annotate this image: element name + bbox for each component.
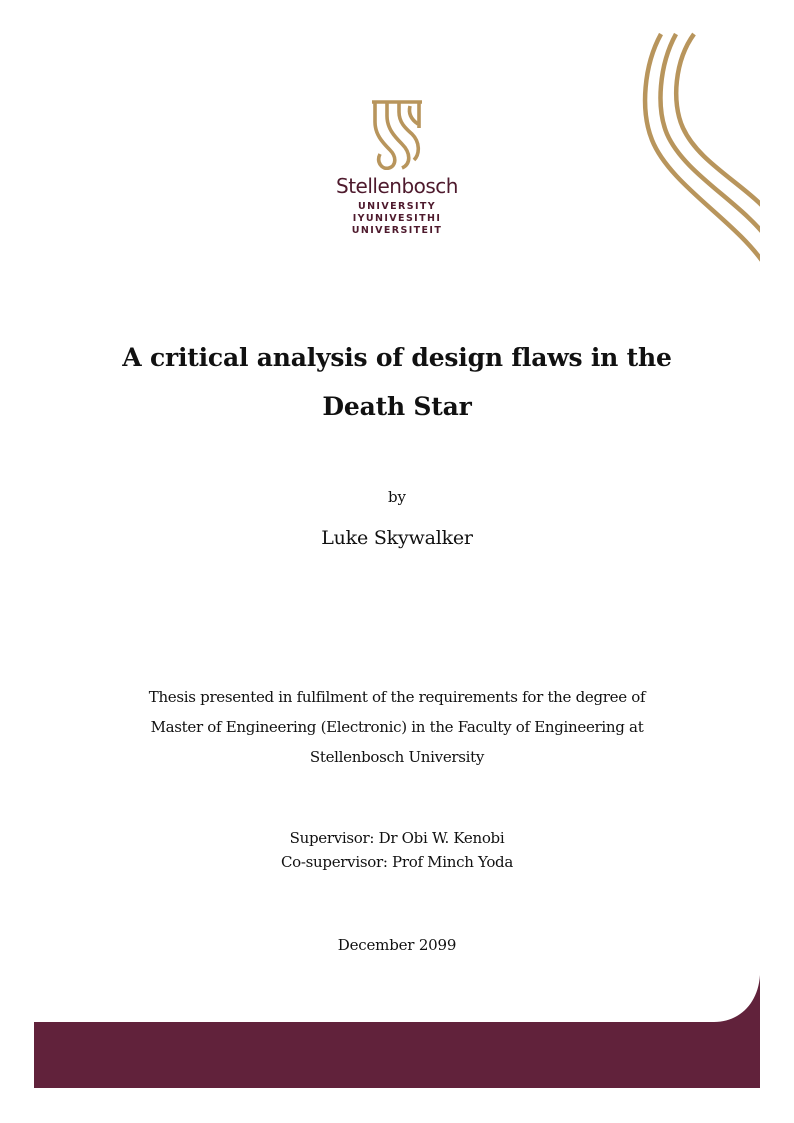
maroon-band-shape [34,975,760,1088]
swoosh-icon [630,20,760,280]
footer-maroon-band [34,975,760,1088]
logo-subtitle-xhosa: IYUNIVESITHI [352,213,442,224]
gold-swoosh-decoration [630,20,760,280]
supervisors-block [0,826,794,874]
logo-subtitle [297,201,497,237]
logo-subtitle-english: UNIVERSITY [357,201,437,212]
degree-statement-line-2: Master of Engineering (Electronic) in the Faculty of Engineering at [150,718,644,736]
degree-statement [90,682,704,772]
submission-date: December 2099 [337,936,457,954]
thesis-title-line-1: A critical analysis of design flaws in the [122,343,672,372]
university-logo [297,98,497,237]
supervisor: Supervisor: Dr Obi W. Kenobi [289,829,505,847]
logo-subtitle-afrikaans: UNIVERSITEIT [351,225,443,236]
author-name: Luke Skywalker [321,527,473,549]
degree-statement-line-1: Thesis presented in fulfilment of the requirements for the degree of [148,688,646,706]
by-label: by [387,488,407,506]
logo-university-name: Stellenbosch [336,174,458,198]
co-supervisor: Co-supervisor: Prof Minch Yoda [280,853,513,871]
degree-statement-line-3: Stellenbosch University [309,748,485,766]
thesis-title-line-2: Death Star [322,392,472,421]
stellenbosch-emblem-icon [370,98,424,170]
thesis-title [60,333,734,431]
